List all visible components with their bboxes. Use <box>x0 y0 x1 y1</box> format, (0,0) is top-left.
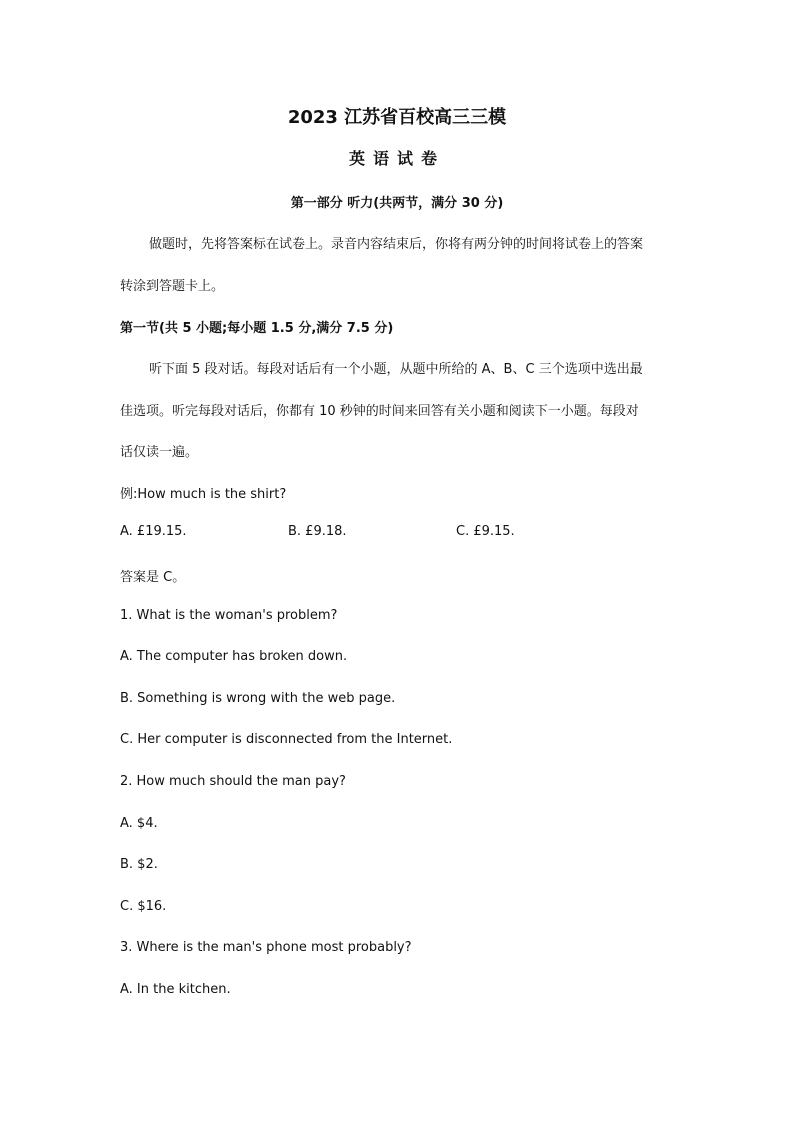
instruction-line-1: 做题时，先将答案标在试卷上。录音内容结束后，你将有两分钟的时间将试卷上的答案 <box>149 237 644 252</box>
example-option-c: C. £9.15. <box>456 524 515 539</box>
question-1-option-b: B. Something is wrong with the web page. <box>120 691 396 706</box>
question-2-option-a: A. $4. <box>120 816 158 831</box>
instruction-line-2: 转涂到答题卡上。 <box>120 279 225 294</box>
question-2-option-b: B. $2. <box>120 857 158 872</box>
question-3-option-a: A. In the kitchen. <box>120 982 231 997</box>
example-option-b: B. £9.18. <box>288 524 347 539</box>
example-question: 例:How much is the shirt? <box>120 487 287 502</box>
question-1-option-a: A. The computer has broken down. <box>120 649 348 664</box>
question-3-stem: 3. Where is the man's phone most probably? <box>120 940 412 955</box>
section-instruction-line-2: 佳选项。听完每段对话后，你都有 10 秒钟的时间来回答有关小题和阅读下一小题。每段对 <box>120 404 639 419</box>
question-2-stem: 2. How much should the man pay? <box>120 774 346 789</box>
exam-title: 2023 江苏省百校高三三模 <box>287 107 507 128</box>
question-1-option-c: C. Her computer is disconnected from the Internet. <box>120 732 453 747</box>
example-option-a: A. £19.15. <box>120 524 187 539</box>
question-1-stem: 1. What is the woman's problem? <box>120 608 338 623</box>
question-2-option-c: C. $16. <box>120 899 167 914</box>
section-heading: 第一节(共 5 小题;每小题 1.5 分,满分 7.5 分) <box>120 321 394 336</box>
part-heading: 第一部分 听力(共两节，满分 30 分) <box>290 196 504 211</box>
exam-subtitle: 英语试卷 <box>348 149 445 168</box>
example-answer: 答案是 C。 <box>120 570 186 585</box>
section-instruction-line-1: 听下面 5 段对话。每段对话后有一个小题，从题中所给的 A、B、C 三个选项中选出最 <box>149 362 643 377</box>
section-instruction-line-3: 话仅读一遍。 <box>120 445 199 460</box>
